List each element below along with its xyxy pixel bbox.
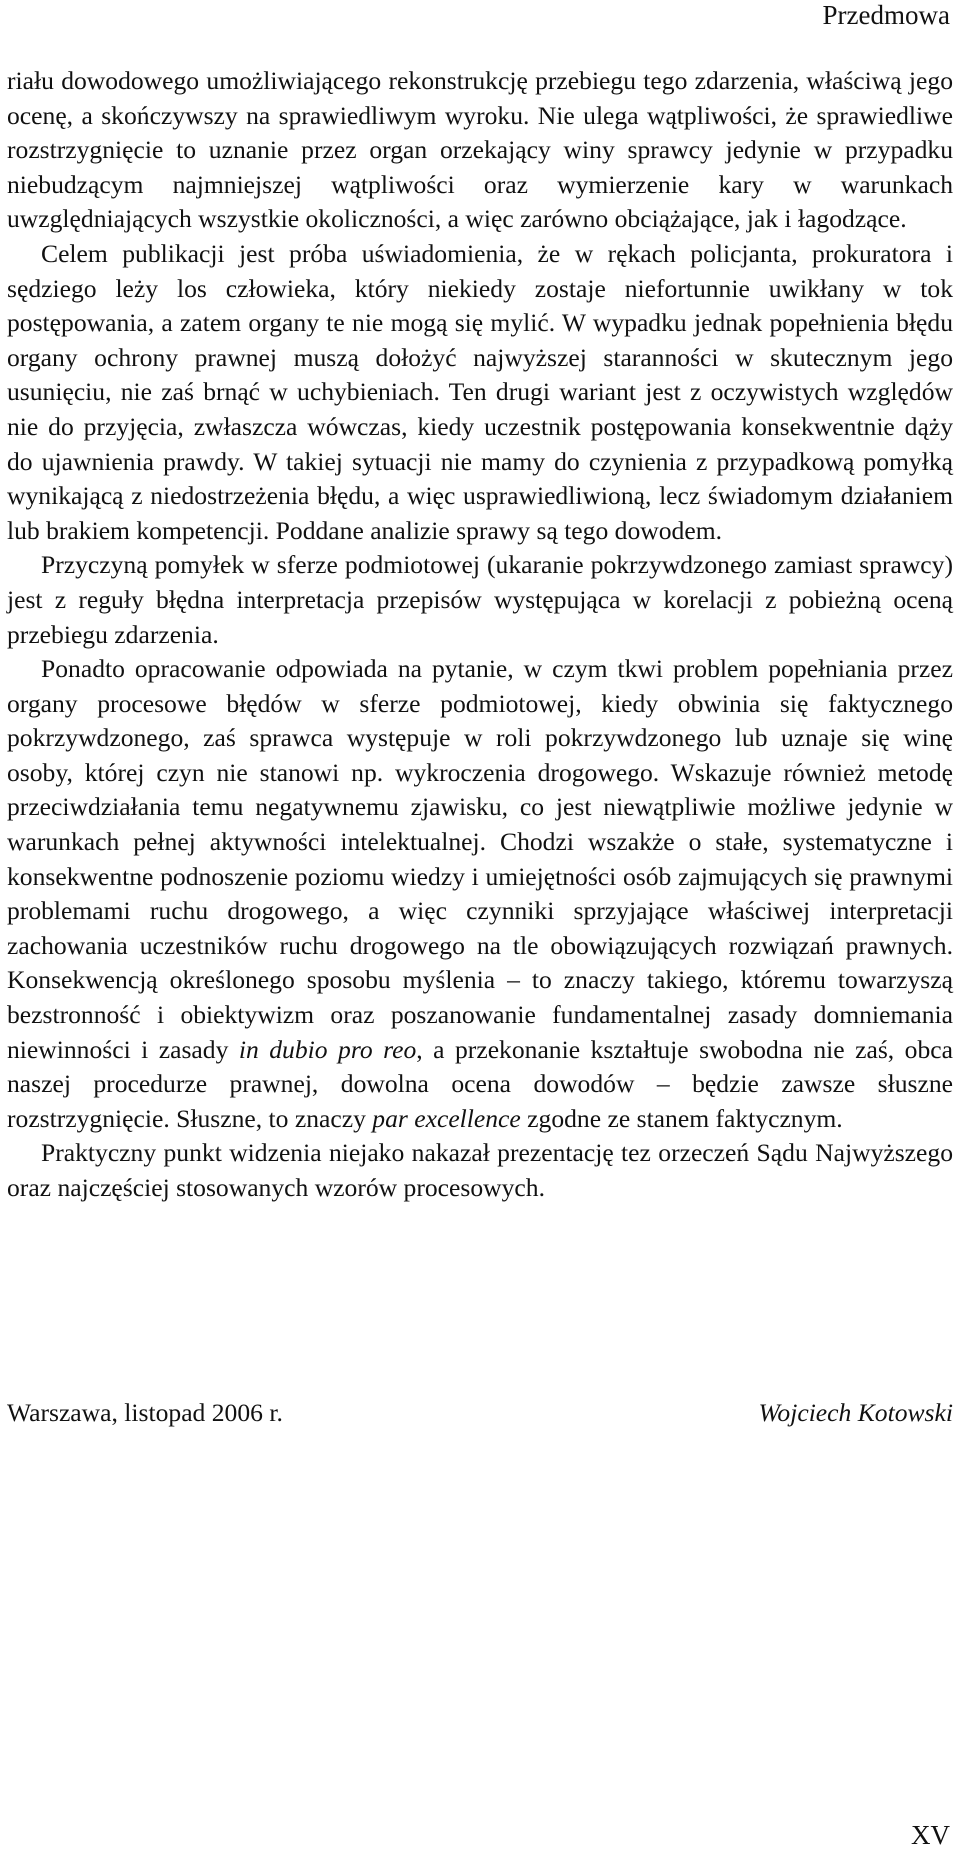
page-number: XV xyxy=(911,1820,950,1850)
paragraph xyxy=(7,652,953,1136)
italic-latin-phrase: in dubio pro reo xyxy=(238,1034,417,1064)
text-run: , a przekonanie kształtuje swobodna nie zaś, obca naszej procedurze prawnej, dowolna ocena dowodów – będzie zawsze słuszne rozstrzygnięcie. Słuszne, to znaczy xyxy=(7,1034,953,1133)
running-header: Przedmowa xyxy=(822,0,950,30)
text-run: zgodne ze stanem faktycznym. xyxy=(520,1103,843,1133)
italic-latin-phrase: par excellence xyxy=(372,1103,521,1133)
text-run: Przyczyną pomyłek w sferze podmiotowej (ukaranie pokrzywdzonego zamiast sprawcy) jest z reguły błędna interpretacja przepisów występująca w korelacji z pobieżną oceną przebiegu zdarzenia. xyxy=(7,550,953,649)
paragraph xyxy=(7,1136,953,1205)
text-run: riału dowodowego umożliwiającego rekonstrukcję przebiegu tego zdarzenia, właściwą jego ocenę, a skończywszy na sprawiedliwym wyroku. Nie ulega wątpliwości, że sprawiedliwe rozstrzygnięcie to uznanie przez organ orzekający winy sprawcy jedynie w przypadku niebudzącym najmniejszej wątpliwości oraz wymierzenie kary w warunkach uwzględniających wszystkie okoliczności, a więc zarówno obciążające, jak i łagodzące. xyxy=(7,66,953,234)
paragraph xyxy=(7,548,953,652)
text-run: Praktyczny punkt widzenia niejako nakazał prezentację tez orzeczeń Sądu Najwyższego oraz najczęściej stosowanych wzorów procesowych. xyxy=(7,1138,953,1202)
preface-body xyxy=(7,64,953,1206)
paragraph xyxy=(7,237,953,548)
paragraph-continued xyxy=(7,64,953,237)
text-run: Celem publikacji jest próba uświadomienia, że w rękach policjanta, prokuratora i sędziego leży los człowieka, który niekiedy zostaje niefortunnie uwikłany w tok postępowania, a zatem organy te nie mogą się mylić. W wypadku jednak popełnienia błędu organy ochrony prawnej muszą dołożyć najwyższej staranności w skutecznym jego usunięciu, nie zaś brnąć w uchybieniach. Ten drugi wariant jest z oczywistych względów nie do przyjęcia, zwłaszcza wówczas, kiedy uczestnik postępowania konsekwentnie dąży do ujawnienia prawdy. W takiej sytuacji nie mamy do czynienia z przypadkową pomyłką wynikającą z niedostrzeżenia błędu, a więc usprawiedliwioną, lecz świadomym działaniem lub brakiem kompetencji. Poddane analizie sprawy są tego dowodem. xyxy=(7,238,953,545)
signature-block xyxy=(7,1396,953,1430)
place-date: Warszawa, listopad 2006 r. xyxy=(7,1398,283,1427)
text-run: Ponadto opracowanie odpowiada na pytanie, w czym tkwi problem popełniania przez organy procesowe błędów w sferze podmiotowej, kiedy obwinia się faktycznego pokrzywdzonego, zaś sprawca występuje w roli pokrzywdzonego lub uznaje się winę osoby, której czyn nie stanowi np. wykroczenia drogowego. Wskazuje również metodę przeciwdziałania temu negatywnemu zjawisku, co jest niewątpliwie możliwe jedynie w warunkach pełnej aktywności intelektualnej. Chodzi wszakże o stałe, systematyczne i konsekwentne podnoszenie poziomu wiedzy i umiejętności osób zajmujących się prawnymi problemami ruchu drogowego, a więc czynniki sprzyjające właściwej interpretacji zachowania uczestników ruchu drogowego na tle obowiązujących rozwiązań prawnych. Konsekwencją określonego sposobu myślenia – to znaczy takiego, któremu towarzyszą bezstronność i obiektywizm oraz poszanowanie fundamentalnej zasady domniemania niewinności i zasady xyxy=(7,654,953,1064)
author-name: Wojciech Kotowski xyxy=(758,1398,953,1427)
